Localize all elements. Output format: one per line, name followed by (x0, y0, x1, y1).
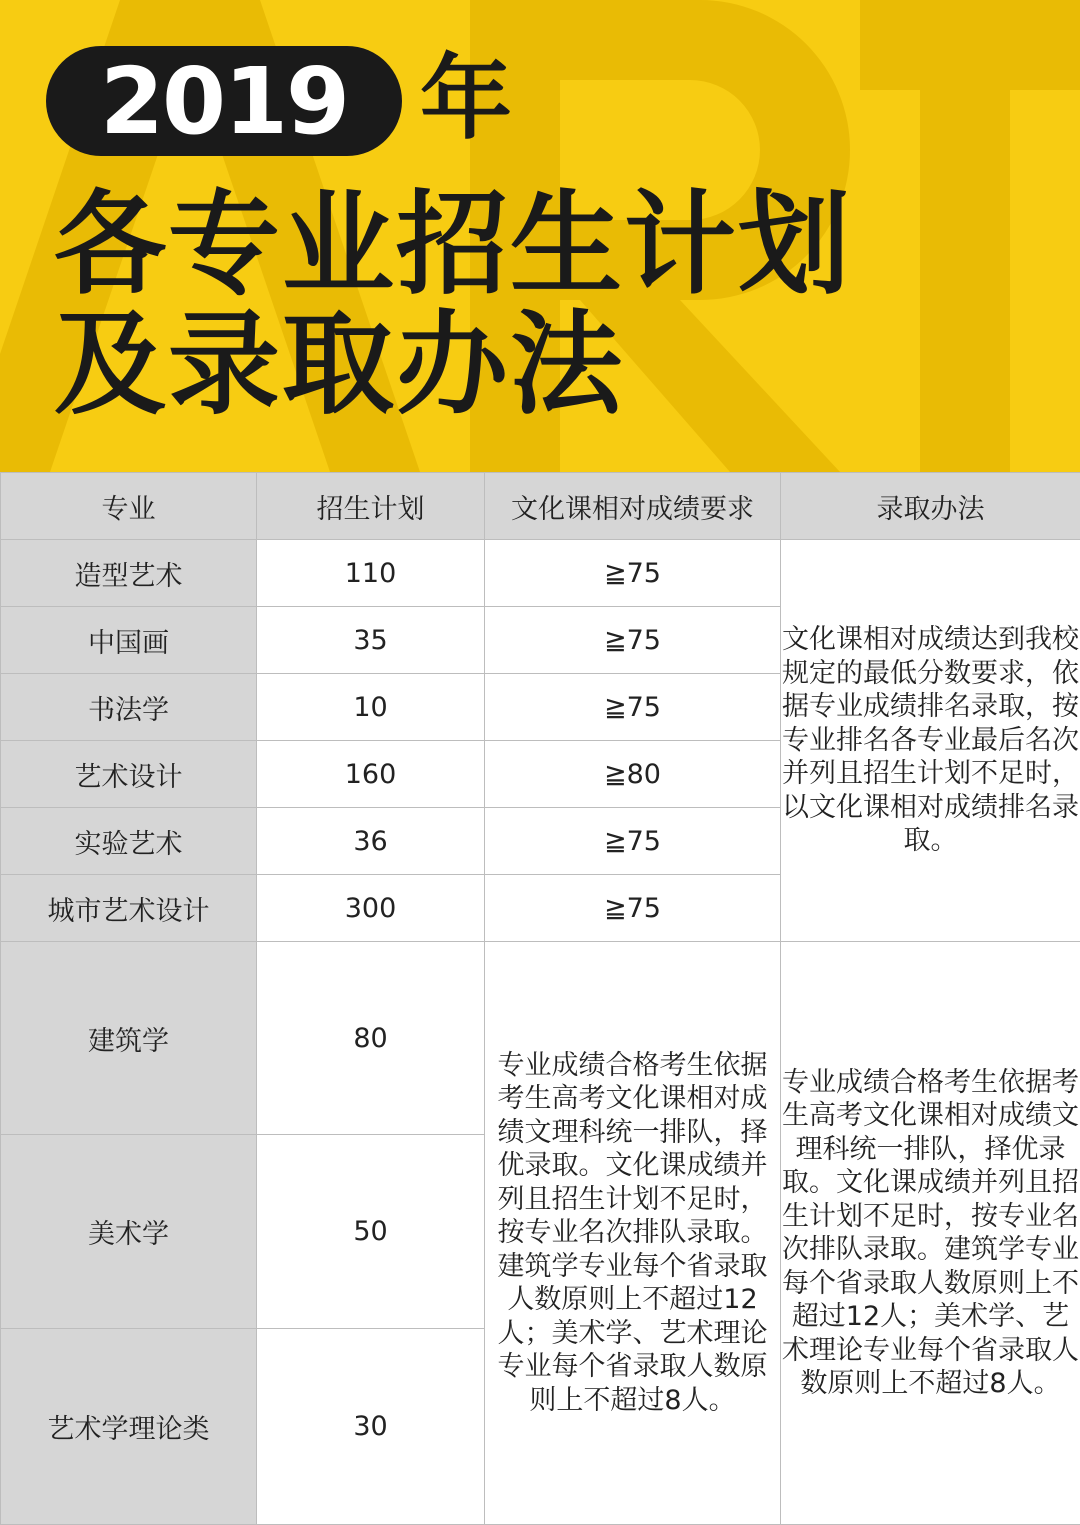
page-title-line1: 各专业招生计划 (54, 180, 852, 310)
major-cell: 艺术学理论类 (1, 1329, 257, 1525)
requirement-cell: ≧75 (485, 607, 781, 674)
plan-cell: 160 (257, 741, 485, 808)
requirement-cell: ≧75 (485, 808, 781, 875)
major-cell: 实验艺术 (1, 808, 257, 875)
major-cell: 美术学 (1, 1135, 257, 1329)
major-cell: 中国画 (1, 607, 257, 674)
major-cell: 艺术设计 (1, 741, 257, 808)
plan-cell: 50 (257, 1135, 485, 1329)
table-row (1, 540, 1080, 607)
header-method: 录取办法 (781, 473, 1080, 540)
requirement-cell: ≧75 (485, 674, 781, 741)
header-major: 专业 (1, 473, 257, 540)
year-badge: 2019 (46, 46, 402, 156)
header-requirement: 文化课相对成绩要求 (485, 473, 781, 540)
requirement-cell: ≧75 (485, 540, 781, 607)
header-banner (0, 0, 1080, 472)
method-cell-group1: 文化课相对成绩达到我校规定的最低分数要求，依据专业成绩排名录取，按专业排名各专业最后名次并列且招生计划不足时，以文化课相对成绩排名录取。 (781, 540, 1080, 942)
page-title-line2: 及录取办法 (54, 300, 624, 430)
major-cell: 城市艺术设计 (1, 875, 257, 942)
major-cell: 建筑学 (1, 942, 257, 1135)
plan-cell: 35 (257, 607, 485, 674)
enrollment-table (0, 472, 1080, 1525)
plan-cell: 300 (257, 875, 485, 942)
requirement-cell: ≧80 (485, 741, 781, 808)
requirement-cell-group2: 专业成绩合格考生依据考生高考文化课相对成绩文理科统一排队，择优录取。文化课成绩并列且招生计划不足时，按专业名次排队录取。建筑学专业每个省录取人数原则上不超过12人；美术学、艺术理论专业每个省录取人数原则上不超过8人。 (485, 942, 781, 1525)
table-header-row (1, 473, 1080, 540)
header-plan: 招生计划 (257, 473, 485, 540)
plan-cell: 10 (257, 674, 485, 741)
plan-cell: 110 (257, 540, 485, 607)
major-cell: 书法学 (1, 674, 257, 741)
plan-cell: 30 (257, 1329, 485, 1525)
major-cell: 造型艺术 (1, 540, 257, 607)
plan-cell: 36 (257, 808, 485, 875)
plan-cell: 80 (257, 942, 485, 1135)
requirement-cell: ≧75 (485, 875, 781, 942)
table-row (1, 942, 1080, 1135)
year-suffix: 年 (420, 44, 512, 154)
method-cell-group2: 专业成绩合格考生依据考生高考文化课相对成绩文理科统一排队，择优录取。文化课成绩并列且招生计划不足时，按专业名次排队录取。建筑学专业每个省录取人数原则上不超过12人；美术学、艺术理论专业每个省录取人数原则上不超过8人。 (781, 942, 1080, 1525)
